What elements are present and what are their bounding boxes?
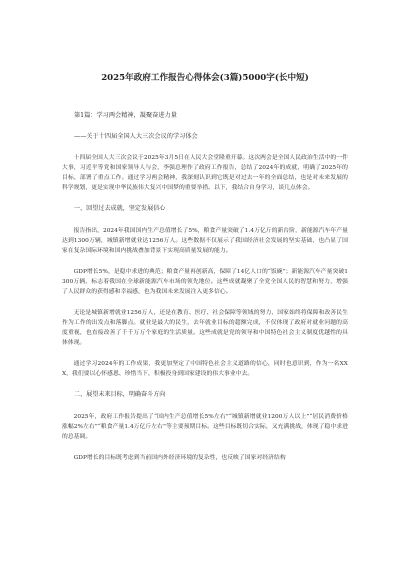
paragraph-targets: 2025年，政府工作报告提出了“国内生产总值增长5%左右”“城镇新增就业1200万人以上”“居民消费价格涨幅2%左右”“粮食产量1.4万亿斤左右”等主要预期目标。这些目标既切合实际，又充满挑战，体现了稳中求进的总基调。 bbox=[62, 414, 348, 440]
paragraph-employment: 无论是城镇新增就业1256万人，还是在教育、医疗、社会保障等领域的努力，国家始终将保障和改善民生作为工作的出发点和落脚点。就业是最大的民生，去年就业目标的超额完成，不仅体现了政府对就业问题的高度重视，也直接改善了千千万万个家庭的生活质量。这些成就是党的领导和中国特色社会主义制度优越性的具体体现。 bbox=[62, 310, 348, 346]
paragraph-confidence: 通过学习2024年的工作成果，我更加坚定了中国特色社会主义道路的信心，同时也意识到，作为一名XXX，我们要以心怀感恩、珍惜当下，积极投身到国家建设的伟大事业中去。 bbox=[62, 361, 348, 377]
section-heading-1: 一、回望过去成就，坚定发展信心 bbox=[74, 205, 166, 212]
part1-heading: 第1篇：学习两会精神，凝聚奋进力量 bbox=[74, 112, 177, 119]
section-heading-2: 二、展望未来目标，明确奋斗方向 bbox=[74, 391, 166, 398]
paragraph-gdp-target: GDP增长的目标既考虑到当前国内外经济环境的复杂性，也反映了国家对经济结构 bbox=[73, 455, 286, 461]
paragraph-gdp: GDP增长5%，是稳中求进的典范；粮食产量再创新高，保障了14亿人口的“饭碗”；新能源汽车产量突破1300万辆，标志着我国在全球新能源汽车市场的领先地位。这些成就凝聚了全党全国人民的智慧和努力，增强了人民群众的获得感和幸福感，也为我国未来发展注入更多信心。 bbox=[62, 269, 348, 295]
paragraph-achievements: 报告指出，2024年我国国内生产总值增长了5%，粮食产量突破了1.4万亿斤的新台阶，新能源汽车年产量达到1300万辆，城镇新增就业达1256万人。这些数据不仅展示了我国经济社会发展的坚实基础，也凸显了国家在复杂国际环境和国内挑战叠加背景下实现高质量发展的能力。 bbox=[62, 228, 348, 254]
part1-subtitle: ——关于十四届全国人大三次会议的学习体会 bbox=[74, 133, 198, 140]
document-title: 2025年政府工作报告心得体会(3篇)5000字(长中短) bbox=[101, 73, 309, 83]
paragraph-intro: 十四届全国人大三次会议于2025年3月5日在人民大会堂隆重开幕。这次两会是全国人民政治生活中的一件大事，习近平等党和国家领导人与会，李强总理作了政府工作报告，总结了2024年的成就，明确了2025年的目标，部署了重点工作。通过学习两会精神，我深刻认识到它既是对过去一年的全面总结，也是对未来发展的科学规划，更是实现中华民族伟大复兴中国梦的重要举措。以下，我结合自身学习，谈几点体会。 bbox=[62, 155, 348, 191]
